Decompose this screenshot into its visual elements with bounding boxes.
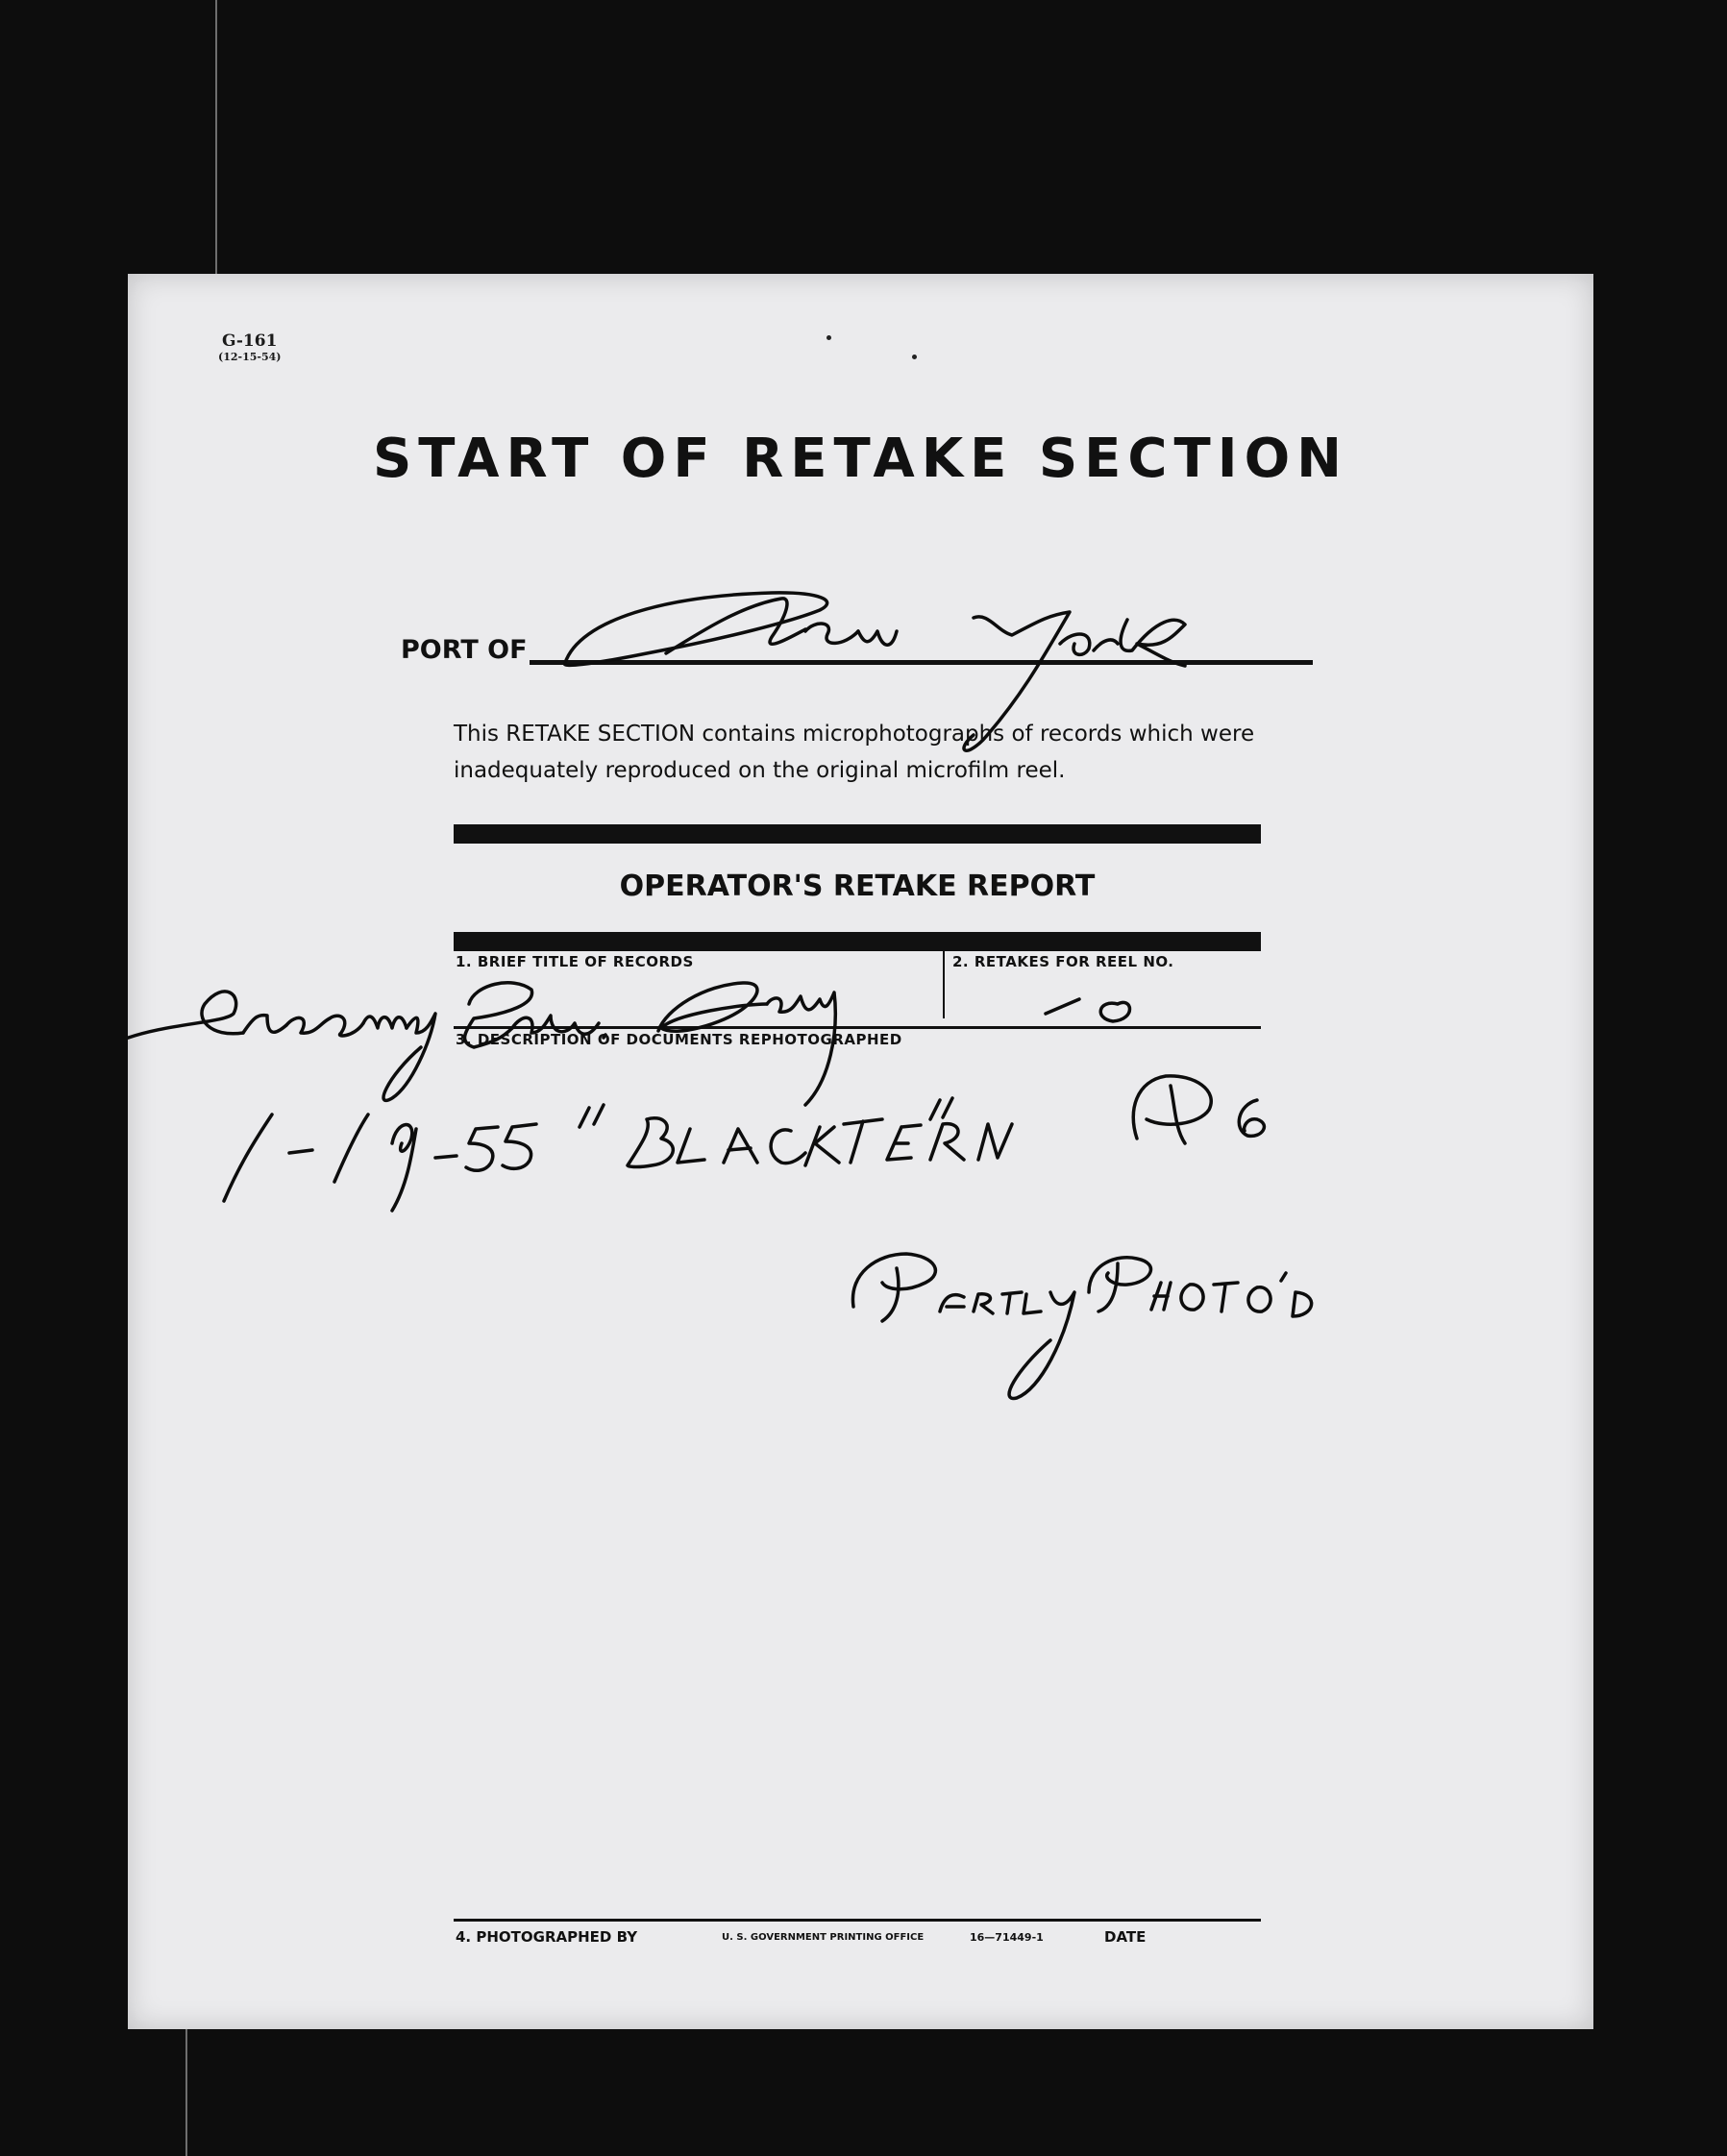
retake-form-sheet <box>128 274 1593 2029</box>
film-scratch-line <box>215 0 217 288</box>
brief-title-label: 1. BRIEF TITLE OF RECORDS <box>456 953 694 970</box>
printer-imprint: U. S. GOVERNMENT PRINTING OFFICE <box>722 1932 925 1943</box>
handwritten-description-line1 <box>224 1076 1264 1211</box>
page-title: START OF RETAKE SECTION <box>372 428 1349 490</box>
printer-code: 16—71449-1 <box>970 1931 1044 1944</box>
section-bar-bottom <box>454 932 1261 951</box>
photographed-by-label: 4. PHOTOGRAPHED BY <box>456 1928 638 1946</box>
form-code: G-161 <box>222 331 278 351</box>
description-label: 3. DESCRIPTION OF DOCUMENTS REPHOTOGRAPHED <box>456 1031 902 1048</box>
form-number <box>218 333 281 362</box>
port-underline <box>530 660 1313 665</box>
field-divider <box>943 951 945 1018</box>
film-scratch-line <box>185 2029 187 2156</box>
form-revision-date: (12-15-54) <box>218 351 282 363</box>
handwriting-layer <box>128 274 1593 2029</box>
report-heading: OPERATOR'S RETAKE REPORT <box>619 870 1096 903</box>
field-rule <box>454 1026 1261 1029</box>
speck <box>826 335 831 340</box>
section-bar-top <box>454 824 1261 844</box>
handwritten-reel-number <box>1046 999 1130 1021</box>
footer-rule <box>454 1919 1261 1922</box>
handwritten-description-line2 <box>852 1254 1311 1398</box>
intro-text: This RETAKE SECTION contains microphotographs of records which were inadequately reproduced on the original microfilm reel. <box>454 722 1255 783</box>
reel-number-label: 2. RETAKES FOR REEL NO. <box>952 953 1174 970</box>
date-label: DATE <box>1104 1928 1147 1946</box>
port-label: PORT OF <box>401 635 528 665</box>
speck <box>912 355 917 359</box>
